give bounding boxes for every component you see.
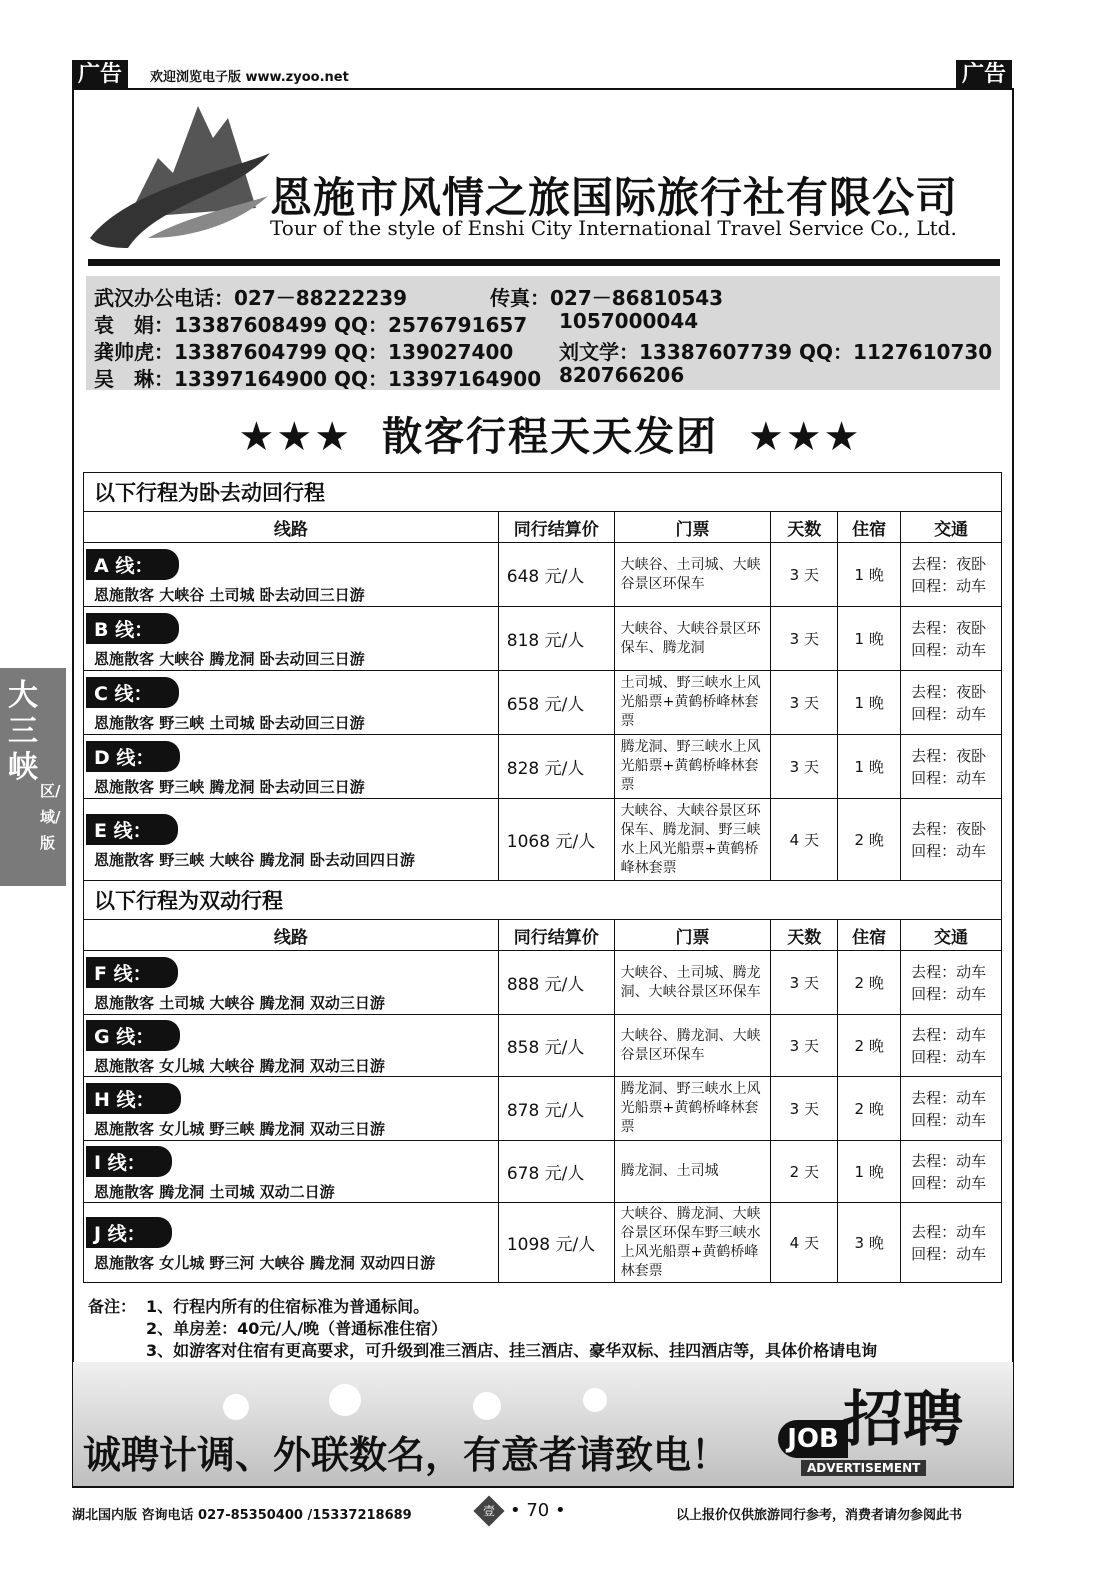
table-row: [84, 799, 1002, 881]
ticket: 腾龙洞、野三峡水上风光船票+黄鹤桥峰林套票: [614, 735, 771, 799]
line-tag: A 线：: [86, 549, 179, 580]
contact-extra: 820766206: [559, 363, 685, 387]
stay: 2 晚: [838, 799, 901, 881]
route-desc: 恩施散客 土司城 大峡谷 腾龙洞 双动三日游: [94, 993, 385, 1012]
traffic: [901, 951, 1002, 1015]
days: 3 天: [771, 951, 838, 1015]
route-desc: 恩施散客 野三峡 大峡谷 腾龙洞 卧去动回四日游: [94, 850, 415, 869]
footer-right: 以上报价仅供旅游同行参考，消费者请勿参阅此书: [676, 1508, 963, 1523]
section-title: 以下行程为双动行程: [84, 881, 1002, 920]
stay: 1 晚: [838, 735, 901, 799]
col-days: 天数: [771, 920, 838, 951]
traffic: [901, 607, 1002, 671]
traffic: [901, 671, 1002, 735]
mountain-logo-icon: [88, 98, 273, 254]
route-cell: [84, 607, 499, 671]
line-tag: E 线：: [86, 814, 178, 845]
traffic: [901, 1015, 1002, 1077]
traffic: [901, 1077, 1002, 1141]
route-cell: [84, 1077, 499, 1141]
traffic-go: 去程：夜卧: [911, 819, 987, 838]
advert-label: ADVERTISEMENT: [801, 1460, 926, 1476]
traffic-back: 回程：动车: [911, 1047, 987, 1066]
traffic: [901, 735, 1002, 799]
col-price: 同行结算价: [498, 920, 614, 951]
bubble-icon: [223, 1394, 249, 1420]
line-tag: F 线：: [86, 957, 178, 988]
price: 878 元/人: [498, 1077, 614, 1141]
table-row: [84, 735, 1002, 799]
contact-block: [86, 276, 1000, 390]
route-desc: 恩施散客 野三峡 腾龙洞 卧去动回三日游: [94, 777, 365, 796]
office-phone: 武汉办公电话：027－88222239: [94, 286, 408, 310]
side-tab: [0, 668, 66, 886]
col-ticket: 门票: [614, 512, 771, 543]
days: 3 天: [771, 1077, 838, 1141]
ticket: 土司城、野三峡水上风光船票+黄鹤桥峰林套票: [614, 671, 771, 735]
ticket: 大峡谷、土司城、大峡谷景区环保车: [614, 543, 771, 607]
notes: [88, 1296, 877, 1362]
traffic-back: 回程：动车: [911, 640, 987, 659]
ad-label-left: 广告: [72, 60, 128, 90]
table-row: [84, 1203, 1002, 1283]
side-tab-title: 大三峡: [8, 678, 38, 785]
banner-text: 诚聘计调、外联数名，有意者请致电！: [83, 1433, 730, 1477]
table-row: [84, 1015, 1002, 1077]
notes-label: 备注：: [88, 1297, 137, 1316]
col-price: 同行结算价: [498, 512, 614, 543]
headline-text: 散客行程天天发团: [382, 414, 718, 460]
route-desc: 恩施散客 女儿城 野三河 大峡谷 腾龙洞 双动四日游: [94, 1253, 436, 1272]
route-desc: 恩施散客 大峡谷 腾龙洞 卧去动回三日游: [94, 649, 365, 668]
route-cell: [84, 671, 499, 735]
headline: [200, 405, 900, 462]
route-desc: 恩施散客 大峡谷 土司城 卧去动回三日游: [94, 585, 365, 604]
stay: 2 晚: [838, 1015, 901, 1077]
welcome-text[interactable]: 欢迎浏览电子版 www.zyoo.net: [150, 70, 349, 85]
ticket: 大峡谷、土司城、腾龙洞、大峡谷景区环保车: [614, 951, 771, 1015]
contact-person: 吴 琳：13397164900 QQ：13397164900: [94, 367, 542, 391]
stay: 1 晚: [838, 607, 901, 671]
badge-text: 壹: [482, 1503, 496, 1518]
table-row: [84, 543, 1002, 607]
table-row: [84, 951, 1002, 1015]
footer-left: 湖北国内版 咨询电话 027-85350400 /15337218689: [72, 1508, 412, 1523]
line-tag: D 线：: [86, 741, 180, 772]
note-item: 2、单房差：40元/人/晚（普通标准住宿）: [146, 1319, 448, 1338]
col-stay: 住宿: [838, 920, 901, 951]
col-route: 线路: [84, 512, 499, 543]
traffic: [901, 1203, 1002, 1283]
traffic-go: 去程：夜卧: [911, 682, 987, 701]
traffic-back: 回程：动车: [911, 1110, 987, 1129]
traffic-go: 去程：动车: [911, 1222, 987, 1241]
traffic-go: 去程：动车: [911, 962, 987, 981]
divider: [88, 259, 1000, 266]
fax: 传真：027－86810543: [490, 286, 724, 310]
table-row: [84, 1141, 1002, 1203]
ticket: 大峡谷、大峡谷景区环保车、腾龙洞、野三峡水上风光船票+黄鹤桥峰林套票: [614, 799, 771, 881]
recruit-banner: [73, 1362, 1013, 1486]
days: 3 天: [771, 1015, 838, 1077]
note-item: 3、如游客对住宿有更高要求，可升级到准三酒店、挂三酒店、豪华双标、挂四酒店等，具体价格请电询: [146, 1341, 878, 1360]
contact-person: 袁 娟：13387608499 QQ：2576791657: [94, 313, 528, 337]
side-tab-subtitle: 区/域/版: [40, 782, 61, 852]
page-number: • 70 •: [510, 1500, 566, 1521]
col-traffic: 交通: [901, 512, 1002, 543]
price: 858 元/人: [498, 1015, 614, 1077]
traffic-go: 去程：夜卧: [911, 746, 987, 765]
traffic-back: 回程：动车: [911, 984, 987, 1003]
price: 1098 元/人: [498, 1203, 614, 1283]
days: 4 天: [771, 799, 838, 881]
route-desc: 恩施散客 野三峡 土司城 卧去动回三日游: [94, 713, 365, 732]
days: 2 天: [771, 1141, 838, 1203]
ticket: 大峡谷、腾龙洞、大峡谷景区环保车野三峡水上风光船票+黄鹤桥峰林套票: [614, 1203, 771, 1283]
traffic-back: 回程：动车: [911, 841, 987, 860]
col-stay: 住宿: [838, 512, 901, 543]
price: 888 元/人: [498, 951, 614, 1015]
traffic-go: 去程：夜卧: [911, 554, 987, 573]
price: 678 元/人: [498, 1141, 614, 1203]
traffic-back: 回程：动车: [911, 704, 987, 723]
line-tag: J 线：: [86, 1217, 172, 1248]
col-days: 天数: [771, 512, 838, 543]
price: 648 元/人: [498, 543, 614, 607]
ticket: 大峡谷、大峡谷景区环保车、腾龙洞: [614, 607, 771, 671]
contact-extra: 刘文学：13387607739 QQ：1127610730: [559, 340, 993, 364]
traffic-go: 去程：动车: [911, 1088, 987, 1107]
ticket: 大峡谷、腾龙洞、大峡谷景区环保车: [614, 1015, 771, 1077]
route-cell: [84, 735, 499, 799]
ad-label-right: 广告: [956, 60, 1012, 90]
route-cell: [84, 1141, 499, 1203]
traffic-back: 回程：动车: [911, 1244, 987, 1263]
traffic-go: 去程：动车: [911, 1151, 987, 1170]
company-name-en: Tour of the style of Enshi City International Travel Service Co., Ltd.: [270, 216, 957, 240]
stay: 1 晚: [838, 1141, 901, 1203]
traffic-back: 回程：动车: [911, 576, 987, 595]
bubble-icon: [473, 1392, 501, 1420]
traffic: [901, 1141, 1002, 1203]
traffic-go: 去程：动车: [911, 1025, 987, 1044]
job-label: JOB: [778, 1420, 848, 1458]
zhaopin-label: 招聘: [843, 1385, 963, 1455]
stay: 2 晚: [838, 951, 901, 1015]
days: 3 天: [771, 735, 838, 799]
bubble-icon: [583, 1388, 607, 1412]
note-item: 1、行程内所有的住宿标准为普通标间。: [146, 1297, 430, 1316]
col-ticket: 门票: [614, 920, 771, 951]
itinerary-table-1: [83, 472, 1002, 881]
table-row: [84, 607, 1002, 671]
table-row: [84, 1077, 1002, 1141]
route-cell: [84, 799, 499, 881]
star-icon: ★★★: [747, 414, 862, 460]
line-tag: I 线：: [86, 1146, 172, 1177]
route-desc: 恩施散客 女儿城 野三峡 腾龙洞 双动三日游: [94, 1119, 385, 1138]
days: 3 天: [771, 671, 838, 735]
route-cell: [84, 543, 499, 607]
company-name-cn: 恩施市风情之旅国际旅行社有限公司: [270, 173, 959, 222]
price: 828 元/人: [498, 735, 614, 799]
days: 3 天: [771, 543, 838, 607]
star-icon: ★★★: [238, 414, 353, 460]
stay: 2 晚: [838, 1077, 901, 1141]
stay: 3 晚: [838, 1203, 901, 1283]
line-tag: H 线：: [86, 1083, 181, 1114]
badge-icon: [473, 1495, 504, 1526]
line-tag: B 线：: [86, 613, 179, 644]
route-desc: 恩施散客 女儿城 大峡谷 腾龙洞 双动三日游: [94, 1056, 385, 1075]
price: 658 元/人: [498, 671, 614, 735]
col-route: 线路: [84, 920, 499, 951]
days: 4 天: [771, 1203, 838, 1283]
bubble-icon: [329, 1384, 361, 1416]
contact-extra: 1057000044: [559, 309, 699, 333]
traffic-back: 回程：动车: [911, 1173, 987, 1192]
line-tag: G 线：: [86, 1020, 180, 1051]
ticket: 腾龙洞、野三峡水上风光船票+黄鹤桥峰林套票: [614, 1077, 771, 1141]
price: 1068 元/人: [498, 799, 614, 881]
traffic-go: 去程：夜卧: [911, 618, 987, 637]
route-desc: 恩施散客 腾龙洞 土司城 双动二日游: [94, 1182, 335, 1201]
itinerary-table-2: [83, 880, 1002, 1283]
stay: 1 晚: [838, 543, 901, 607]
ticket: 腾龙洞、土司城: [614, 1141, 771, 1203]
days: 3 天: [771, 607, 838, 671]
stay: 1 晚: [838, 671, 901, 735]
section-title: 以下行程为卧去动回行程: [84, 473, 1002, 512]
traffic: [901, 799, 1002, 881]
contact-person: 龚帅虎：13387604799 QQ：139027400: [94, 340, 514, 364]
traffic: [901, 543, 1002, 607]
table-row: [84, 671, 1002, 735]
traffic-back: 回程：动车: [911, 768, 987, 787]
route-cell: [84, 1015, 499, 1077]
price: 818 元/人: [498, 607, 614, 671]
line-tag: C 线：: [86, 677, 179, 708]
col-traffic: 交通: [901, 920, 1002, 951]
route-cell: [84, 951, 499, 1015]
route-cell: [84, 1203, 499, 1283]
